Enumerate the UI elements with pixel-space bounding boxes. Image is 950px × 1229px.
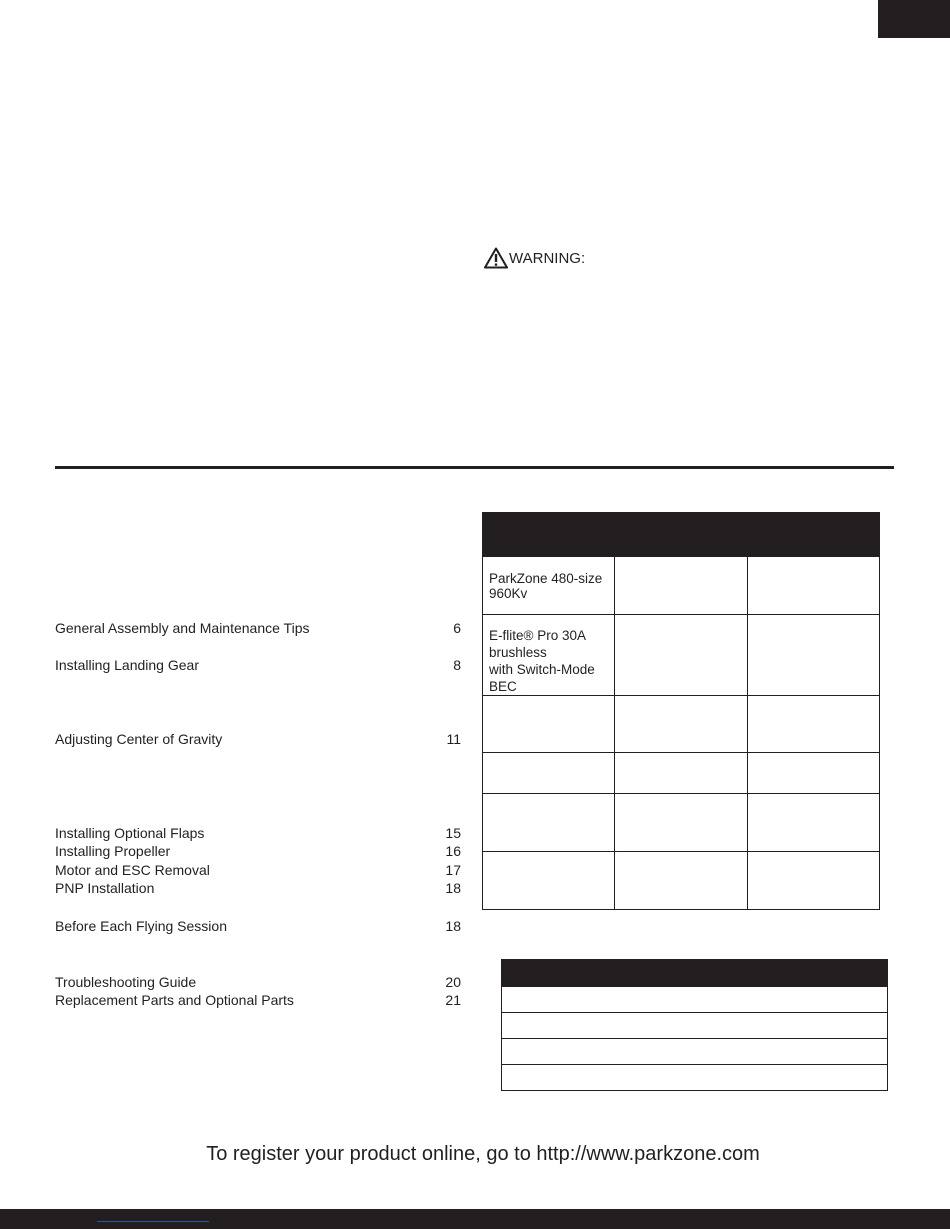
spec-value-cell bbox=[747, 696, 879, 753]
toc-entry-page: 18 bbox=[445, 880, 461, 896]
small-table-header bbox=[502, 960, 888, 987]
footer-link-underline[interactable] bbox=[97, 1221, 209, 1222]
toc-entry[interactable] bbox=[55, 973, 461, 991]
toc-entry-page: 11 bbox=[446, 731, 461, 747]
spec-item-cell bbox=[483, 615, 615, 696]
spec-value-cell bbox=[747, 615, 879, 696]
small-table-header-cell bbox=[502, 960, 888, 987]
spec-table-header-cell bbox=[483, 513, 880, 557]
spec-value-cell bbox=[615, 615, 747, 696]
small-table-cell bbox=[502, 1065, 888, 1091]
spec-table-header bbox=[483, 513, 880, 557]
toc-entry-title: Installing Landing Gear bbox=[55, 657, 199, 673]
spec-value-cell bbox=[747, 852, 879, 910]
toc-entry-page: 18 bbox=[445, 918, 461, 934]
spec-value-cell bbox=[615, 696, 747, 753]
spec-value-cell bbox=[615, 794, 747, 852]
toc-entry-title: Installing Optional Flaps bbox=[55, 825, 205, 841]
spec-value-cell bbox=[747, 794, 879, 852]
spec-value-cell bbox=[615, 753, 747, 794]
toc-entry[interactable] bbox=[55, 619, 461, 637]
table-row bbox=[502, 1039, 888, 1065]
spec-value-cell bbox=[615, 852, 747, 910]
toc-entry-title: General Assembly and Maintenance Tips bbox=[55, 620, 310, 636]
page-corner-tab bbox=[878, 0, 950, 38]
toc-entry-title: Troubleshooting Guide bbox=[55, 974, 197, 990]
toc-entry[interactable] bbox=[55, 730, 461, 748]
spec-item-line: with Switch-Mode BEC bbox=[489, 662, 595, 694]
toc-entry[interactable] bbox=[55, 991, 461, 1009]
spec-item-cell bbox=[483, 753, 615, 794]
warning-text: WARNING: bbox=[509, 249, 586, 267]
table-row bbox=[502, 1013, 888, 1039]
toc-entry-page: 6 bbox=[453, 620, 461, 636]
toc-entry-title: PNP Installation bbox=[55, 880, 155, 896]
toc-entry-title: Installing Propeller bbox=[55, 843, 171, 859]
spec-item-cell bbox=[483, 696, 615, 753]
toc-entry-page: 8 bbox=[453, 657, 461, 673]
spec-value-cell bbox=[747, 557, 879, 615]
toc-entry[interactable] bbox=[55, 824, 461, 842]
register-notice: To register your product online, go to http://www.parkzone.com bbox=[206, 1143, 760, 1165]
warning-triangle-icon bbox=[484, 247, 509, 269]
toc-entry[interactable] bbox=[55, 861, 461, 879]
small-table bbox=[501, 959, 888, 1091]
table-row bbox=[483, 753, 880, 794]
spec-item-cell: ParkZone 480-size 960Kv bbox=[483, 557, 615, 615]
table-row bbox=[483, 557, 880, 615]
small-table-cell bbox=[502, 1013, 888, 1039]
small-table-cell bbox=[502, 1039, 888, 1065]
table-row bbox=[502, 1065, 888, 1091]
spec-value-cell bbox=[615, 557, 747, 615]
toc-entry[interactable] bbox=[55, 917, 461, 935]
toc-entry[interactable] bbox=[55, 842, 461, 860]
section-divider bbox=[55, 466, 894, 469]
spec-item-cell bbox=[483, 852, 615, 910]
table-row bbox=[483, 696, 880, 753]
spec-item-line: E-flite® Pro 30A brushless bbox=[489, 628, 586, 660]
warning-label bbox=[484, 245, 585, 271]
spec-table bbox=[482, 512, 880, 910]
toc-entry-page: 17 bbox=[445, 862, 461, 878]
toc-entry-page: 20 bbox=[445, 974, 461, 990]
toc-entry-title: Before Each Flying Session bbox=[55, 918, 227, 934]
spec-item-cell bbox=[483, 794, 615, 852]
toc-entry-page: 15 bbox=[445, 825, 461, 841]
toc-entry[interactable] bbox=[55, 656, 461, 674]
small-table-cell bbox=[502, 987, 888, 1013]
table-row bbox=[483, 615, 880, 696]
toc-entry-page: 21 bbox=[445, 992, 461, 1008]
toc-entry-title: Adjusting Center of Gravity bbox=[55, 731, 223, 747]
toc-entry[interactable] bbox=[55, 879, 461, 897]
table-row bbox=[483, 852, 880, 910]
spec-value-cell bbox=[747, 753, 879, 794]
toc-entry-title: Motor and ESC Removal bbox=[55, 862, 210, 878]
toc-entry-page: 16 bbox=[445, 843, 461, 859]
toc-entry-title: Replacement Parts and Optional Parts bbox=[55, 992, 294, 1008]
table-row bbox=[483, 794, 880, 852]
footer-bar bbox=[0, 1209, 950, 1229]
table-row bbox=[502, 987, 888, 1013]
